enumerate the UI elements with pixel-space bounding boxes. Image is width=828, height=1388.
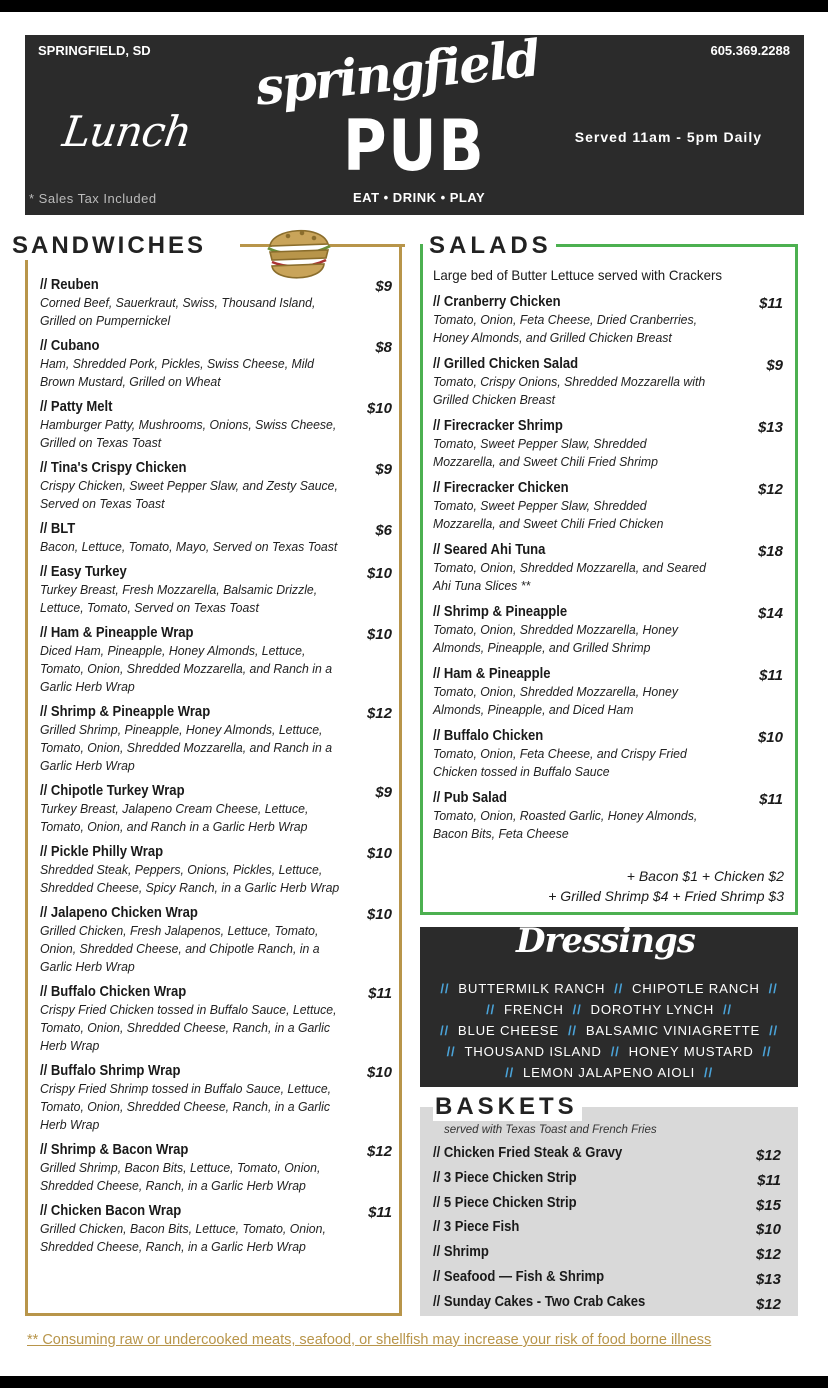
- item-price: $18: [757, 543, 783, 560]
- menu-item: [433, 1293, 781, 1318]
- item-price: $12: [755, 1147, 781, 1164]
- separator: //: [768, 981, 778, 996]
- item-description: Tomato, Onion, Shredded Mozzarella, Honey Almonds, Pineapple, and Grilled Shrimp: [433, 622, 678, 655]
- item-description: Shredded Steak, Peppers, Onions, Pickles, Lettuce, Shredded Cheese, Spicy Ranch, in a Garlic Herb Wrap: [40, 862, 340, 895]
- dressings-line: [420, 1020, 798, 1041]
- item-price: $9: [375, 461, 392, 478]
- salads-title: SALADS: [425, 232, 556, 260]
- menu-item: [433, 728, 783, 781]
- item-description: Tomato, Onion, Shredded Mozzarella, and Seared Ahi Tuna Slices **: [433, 560, 706, 593]
- menu-item: [433, 790, 783, 843]
- item-description: Corned Beef, Sauerkraut, Swiss, Thousand Island, Grilled on Pumpernickel: [40, 295, 316, 328]
- item-price: $12: [755, 1246, 781, 1264]
- pub-logo: PUB: [343, 105, 486, 187]
- sandwiches-title: SANDWICHES: [8, 232, 210, 260]
- separator: //: [703, 1065, 713, 1080]
- item-price: $11: [759, 667, 783, 684]
- salads-subtitle: Large bed of Butter Lettuce served with Crackers: [433, 267, 723, 283]
- menu-item: [40, 564, 392, 617]
- item-description: Turkey Breast, Fresh Mozzarella, Balsamic Drizzle, Lettuce, Tomato, Served on Texas Toast: [40, 582, 318, 615]
- separator: //: [440, 981, 450, 996]
- item-name: // Shrimp & Pineapple: [433, 604, 568, 620]
- item-price: $11: [759, 791, 783, 808]
- bottom-border: [0, 1376, 828, 1388]
- item-description: Hamburger Patty, Mushrooms, Onions, Swiss Cheese, Grilled on Texas Toast: [40, 417, 337, 450]
- item-name: // Jalapeno Chicken Wrap: [40, 905, 198, 921]
- salads-border-top: [552, 244, 798, 247]
- sandwiches-border-top: [328, 244, 405, 247]
- menu-item: [40, 783, 392, 836]
- item-name: // Sunday Cakes - Two Crab Cakes: [433, 1293, 646, 1310]
- item-name: // Shrimp: [433, 1244, 489, 1261]
- item-price: $9: [766, 357, 783, 374]
- item-price: $15: [755, 1196, 781, 1214]
- menu-header: [25, 28, 804, 215]
- item-name: // Cubano: [40, 338, 100, 354]
- item-description: Ham, Shredded Pork, Pickles, Swiss Cheese, Mild Brown Mustard, Grilled on Wheat: [40, 356, 315, 389]
- menu-item: [433, 1268, 781, 1293]
- dressing-name: FRENCH: [503, 1002, 564, 1017]
- dressings-line: [420, 999, 798, 1020]
- item-description: Crispy Fried Chicken tossed in Buffalo Sauce, Lettuce, Tomato, Onion, Shredded Cheese, Ranch, in a Garlic Herb Wrap: [40, 1002, 337, 1053]
- item-name: // Ham & Pineapple: [433, 666, 551, 682]
- dressing-name: CHIPOTLE RANCH: [631, 981, 760, 996]
- addons-line: + Bacon $1 + Chicken $2: [626, 868, 784, 884]
- item-price: $11: [757, 1171, 781, 1189]
- item-name: // Chicken Fried Steak & Gravy: [433, 1145, 623, 1161]
- dressing-name: BALSAMIC VINIAGRETTE: [585, 1023, 761, 1038]
- menu-item: [433, 604, 783, 657]
- item-name: // 3 Piece Chicken Strip: [433, 1169, 577, 1186]
- item-name: // Shrimp & Pineapple Wrap: [40, 704, 211, 720]
- phone-number[interactable]: 605.369.2288: [710, 43, 790, 58]
- served-hours: Served 11am - 5pm Daily: [574, 129, 762, 145]
- menu-item: [433, 480, 783, 533]
- separator: //: [572, 1002, 582, 1017]
- item-price: $10: [366, 906, 392, 923]
- menu-item: [433, 1169, 781, 1194]
- separator: //: [486, 1002, 496, 1017]
- item-price: $12: [755, 1295, 781, 1313]
- item-price: $12: [757, 481, 783, 498]
- addons-line: + Grilled Shrimp $4 + Fried Shrimp $3: [548, 888, 784, 904]
- menu-item: [40, 844, 392, 897]
- item-name: // Buffalo Chicken Wrap: [40, 984, 187, 1000]
- item-name: // Buffalo Shrimp Wrap: [40, 1063, 181, 1079]
- item-name: // Pickle Philly Wrap: [40, 844, 164, 860]
- separator: //: [505, 1065, 514, 1080]
- menu-item: [433, 1243, 781, 1268]
- item-name: // Ham & Pineapple Wrap: [40, 625, 194, 641]
- item-description: Grilled Shrimp, Bacon Bits, Lettuce, Tomato, Onion, Shredded Cheese, Ranch, in a Garlic Herb Wrap: [40, 1160, 321, 1193]
- lunch-script: Lunch: [59, 107, 195, 156]
- item-name: // Grilled Chicken Salad: [433, 356, 579, 372]
- baskets-list: [433, 1144, 781, 1318]
- dressing-name: BLUE CHEESE: [457, 1023, 560, 1038]
- menu-item: [433, 356, 783, 409]
- item-description: Tomato, Onion, Feta Cheese, Dried Cranberries, Honey Almonds, and Grilled Chicken Breast: [433, 312, 698, 345]
- menu-item: [433, 294, 783, 347]
- item-price: $6: [375, 522, 392, 539]
- item-description: Crispy Fried Shrimp tossed in Buffalo Sauce, Lettuce, Tomato, Onion, Shredded Cheese, Ranch, in a Garlic Herb Wrap: [40, 1081, 332, 1132]
- item-description: Tomato, Crispy Onions, Shredded Mozzarella with Grilled Chicken Breast: [433, 374, 706, 407]
- item-name: // Buffalo Chicken: [433, 728, 544, 744]
- item-price: $9: [375, 278, 392, 295]
- item-name: // Chicken Bacon Wrap: [40, 1203, 182, 1219]
- springfield-script-logo: springfield: [252, 28, 542, 117]
- item-price: $13: [757, 419, 783, 436]
- separator: //: [614, 981, 624, 996]
- item-price: $10: [755, 1221, 781, 1239]
- item-description: Tomato, Onion, Roasted Garlic, Honey Almonds, Bacon Bits, Feta Cheese: [433, 808, 698, 841]
- separator: //: [439, 1023, 449, 1038]
- menu-item: [40, 338, 392, 391]
- menu-item: [40, 905, 392, 976]
- dressings-line: [420, 978, 798, 999]
- menu-item: [433, 542, 783, 595]
- item-name: // Seared Ahi Tuna: [433, 542, 546, 558]
- menu-item: [40, 1063, 392, 1134]
- city-label: SPRINGFIELD, SD: [38, 43, 151, 58]
- separator: //: [762, 1044, 772, 1059]
- menu-item: [40, 1203, 392, 1256]
- menu-item: [433, 1218, 781, 1243]
- item-description: Tomato, Sweet Pepper Slaw, Shredded Mozzarella, and Sweet Chili Fried Chicken: [433, 498, 664, 531]
- menu-item: [40, 1142, 392, 1195]
- item-price: $10: [366, 400, 392, 417]
- item-price: $11: [368, 985, 392, 1002]
- item-name: // Patty Melt: [40, 399, 113, 415]
- menu-item: [433, 666, 783, 719]
- dressings-line: [420, 1062, 798, 1083]
- menu-item: [40, 460, 392, 513]
- dressing-name: LEMON JALAPENO AIOLI: [522, 1065, 696, 1080]
- menu-item: [433, 418, 783, 471]
- item-price: $14: [757, 605, 783, 622]
- item-description: Diced Ham, Pineapple, Honey Almonds, Lettuce, Tomato, Onion, Shredded Mozzarella, and Ranch in a Garlic Herb Wrap: [40, 643, 333, 694]
- item-name: // Firecracker Shrimp: [433, 418, 563, 434]
- separator: //: [769, 1023, 778, 1038]
- top-border: [0, 0, 828, 12]
- dressing-name: DOROTHY LYNCH: [590, 1002, 715, 1017]
- dressings-line: [420, 1041, 798, 1062]
- item-price: $12: [366, 1143, 392, 1160]
- dressings-list: [420, 978, 798, 1083]
- salads-list: [433, 294, 783, 852]
- item-description: Tomato, Onion, Feta Cheese, and Crispy Fried Chicken tossed in Buffalo Sauce: [433, 746, 687, 779]
- item-name: // Easy Turkey: [40, 564, 127, 580]
- item-description: Bacon, Lettuce, Tomato, Mayo, Served on Texas Toast: [40, 539, 338, 554]
- item-description: Crispy Chicken, Sweet Pepper Slaw, and Zesty Sauce, Served on Texas Toast: [40, 478, 338, 511]
- separator: //: [567, 1023, 577, 1038]
- sales-tax-note: * Sales Tax Included: [29, 191, 157, 206]
- item-description: Tomato, Sweet Pepper Slaw, Shredded Mozzarella, and Sweet Chili Fried Shrimp: [433, 436, 658, 469]
- separator: //: [446, 1044, 456, 1059]
- dressing-name: HONEY MUSTARD: [628, 1044, 754, 1059]
- item-price: $11: [759, 295, 783, 312]
- item-price: $8: [375, 339, 392, 356]
- item-price: $10: [366, 565, 392, 582]
- separator: //: [722, 1002, 732, 1017]
- item-price: $10: [366, 1064, 392, 1081]
- menu-item: [433, 1194, 781, 1219]
- menu-item: [433, 1144, 781, 1169]
- item-description: Grilled Chicken, Bacon Bits, Lettuce, Tomato, Onion, Shredded Cheese, Ranch, in a Garlic Herb Wrap: [40, 1221, 326, 1254]
- menu-item: [40, 277, 392, 330]
- menu-item: [40, 625, 392, 696]
- item-name: // Pub Salad: [433, 790, 507, 806]
- dressings-panel: [420, 921, 798, 1087]
- dressing-name: THOUSAND ISLAND: [464, 1044, 602, 1059]
- item-price: $11: [368, 1204, 392, 1221]
- menu-item: [40, 704, 392, 775]
- item-name: // Chipotle Turkey Wrap: [40, 783, 185, 799]
- item-name: // Shrimp & Bacon Wrap: [40, 1142, 189, 1158]
- item-price: $10: [366, 626, 392, 643]
- item-name: // Seafood — Fish & Shrimp: [433, 1268, 605, 1285]
- item-name: // Firecracker Chicken: [433, 480, 569, 496]
- tagline: EAT • DRINK • PLAY: [353, 190, 486, 205]
- item-price: $10: [757, 729, 783, 746]
- dressings-title: Dressings: [516, 921, 695, 961]
- item-price: $13: [755, 1270, 781, 1288]
- item-name: // Reuben: [40, 277, 99, 293]
- item-description: Grilled Chicken, Fresh Jalapenos, Lettuce, Tomato, Onion, Shredded Cheese, and Chipotle Ranch, in a Garlic Herb Wrap: [40, 923, 320, 974]
- menu-item: [40, 399, 392, 452]
- item-description: Grilled Shrimp, Pineapple, Honey Almonds, Lettuce, Tomato, Onion, Shredded Mozzarella, and Ranch in a Garlic Herb Wrap: [40, 722, 333, 773]
- menu-item: [40, 984, 392, 1055]
- item-description: Tomato, Onion, Shredded Mozzarella, Honey Almonds, Pineapple, and Diced Ham: [433, 684, 678, 717]
- item-name: // Cranberry Chicken: [433, 294, 561, 310]
- baskets-subtitle: served with Texas Toast and French Fries: [444, 1124, 657, 1136]
- menu-item: [40, 521, 392, 556]
- food-safety-footnote: ** Consuming raw or undercooked meats, seafood, or shellfish may increase your risk of food borne illness: [27, 1332, 712, 1348]
- dressing-name: BUTTERMILK RANCH: [458, 981, 606, 996]
- sandwiches-list: [40, 277, 392, 1264]
- item-price: $12: [366, 705, 392, 722]
- item-name: // Tina's Crispy Chicken: [40, 460, 187, 476]
- baskets-title: BASKETS: [433, 1093, 582, 1121]
- separator: //: [610, 1044, 620, 1059]
- item-name: // 5 Piece Chicken Strip: [433, 1194, 577, 1211]
- salad-addons: [548, 866, 784, 906]
- item-price: $9: [375, 784, 392, 801]
- item-name: // 3 Piece Fish: [433, 1219, 520, 1236]
- item-description: Turkey Breast, Jalapeno Cream Cheese, Lettuce, Tomato, Onion, and Ranch in a Garlic Herb Wrap: [40, 801, 309, 834]
- item-name: // BLT: [40, 521, 76, 537]
- item-price: $10: [366, 845, 392, 862]
